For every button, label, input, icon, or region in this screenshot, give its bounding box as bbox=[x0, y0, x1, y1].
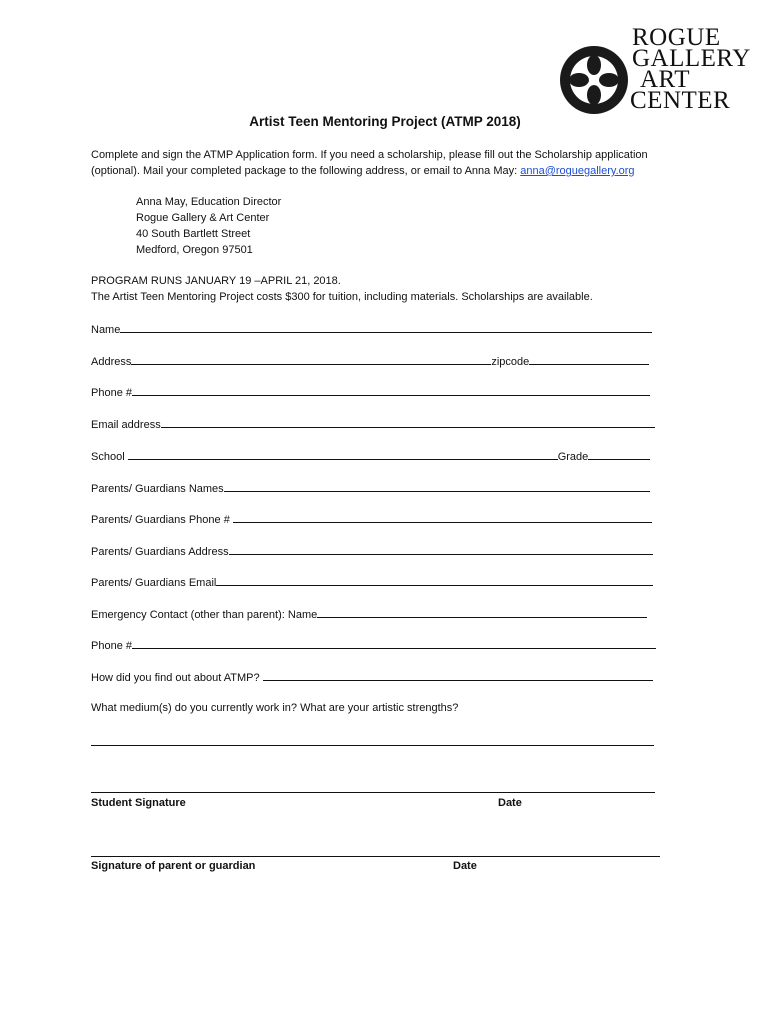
parents-email-input-line[interactable] bbox=[216, 575, 653, 586]
medium-answer-line[interactable] bbox=[91, 745, 654, 746]
name-label: Name bbox=[91, 324, 121, 336]
parents-phone-field[interactable] bbox=[91, 512, 652, 526]
rogue-gallery-logo bbox=[558, 24, 753, 119]
parents-phone-input-line[interactable] bbox=[233, 512, 652, 523]
emergency-phone-field[interactable] bbox=[91, 638, 656, 652]
school-field[interactable] bbox=[91, 449, 650, 463]
address-field[interactable] bbox=[91, 354, 649, 368]
parents-names-label: Parents/ Guardians Names bbox=[91, 483, 224, 495]
address-label: Address bbox=[91, 356, 132, 368]
parents-address-field[interactable] bbox=[91, 544, 653, 558]
program-cost: The Artist Teen Mentoring Project costs $300 for tuition, including materials. Scholarships are available. bbox=[91, 291, 593, 303]
emergency-contact-field[interactable] bbox=[91, 607, 647, 621]
school-label: School bbox=[91, 451, 128, 463]
logo-line-gallery: GALLERY bbox=[632, 45, 751, 72]
email-field[interactable] bbox=[91, 417, 655, 431]
logo-line-center: CENTER bbox=[630, 87, 731, 114]
email-link[interactable]: anna@roguegallery.org bbox=[520, 165, 635, 177]
page-title: Artist Teen Mentoring Project (ATMP 2018) bbox=[249, 114, 521, 129]
email-input-line[interactable] bbox=[161, 417, 655, 428]
grade-input-line[interactable] bbox=[588, 449, 650, 460]
address-street: 40 South Bartlett Street bbox=[136, 228, 251, 240]
program-runs: PROGRAM RUNS JANUARY 19 –APRIL 21, 2018. bbox=[91, 275, 341, 287]
parents-address-input-line[interactable] bbox=[229, 544, 653, 555]
parent-signature-label: Signature of parent or guardian bbox=[91, 860, 256, 872]
school-input-line[interactable] bbox=[128, 449, 558, 460]
parents-names-input-line[interactable] bbox=[224, 481, 650, 492]
emergency-phone-label: Phone # bbox=[91, 640, 132, 652]
logo-line-art: ART bbox=[640, 66, 690, 93]
student-signature-label: Student Signature bbox=[91, 797, 186, 809]
address-input-line[interactable] bbox=[131, 354, 491, 365]
phone-input-line[interactable] bbox=[132, 385, 650, 396]
address-contact-name: Anna May, Education Director bbox=[136, 196, 282, 208]
intro-line-1: Complete and sign the ATMP Application form. If you need a scholarship, please fill out the Scholarship application bbox=[91, 149, 648, 161]
parents-names-field[interactable] bbox=[91, 481, 650, 495]
parents-address-label: Parents/ Guardians Address bbox=[91, 546, 229, 558]
phone-label: Phone # bbox=[91, 387, 132, 399]
student-signature-line[interactable] bbox=[91, 792, 655, 793]
logo-wordmark bbox=[616, 24, 751, 114]
zipcode-input-line[interactable] bbox=[529, 354, 649, 365]
name-input-line[interactable] bbox=[120, 322, 652, 333]
address-org: Rogue Gallery & Art Center bbox=[136, 212, 270, 224]
name-field[interactable] bbox=[91, 322, 652, 336]
intro-line-2 bbox=[91, 163, 635, 179]
parent-date-label: Date bbox=[453, 860, 477, 872]
emergency-contact-input-line[interactable] bbox=[317, 607, 647, 618]
student-date-label: Date bbox=[498, 797, 522, 809]
emergency-contact-label: Emergency Contact (other than parent): Name bbox=[91, 609, 318, 621]
emergency-phone-input-line[interactable] bbox=[132, 638, 656, 649]
how-find-input-line[interactable] bbox=[263, 670, 653, 681]
address-city: Medford, Oregon 97501 bbox=[136, 244, 253, 256]
grade-label: Grade bbox=[557, 451, 589, 463]
intro-line-2-text: (optional). Mail your completed package to the following address, or email to Anna May: bbox=[91, 165, 521, 177]
how-find-label: How did you find out about ATMP? bbox=[91, 672, 263, 684]
parent-signature-line[interactable] bbox=[91, 856, 660, 857]
zipcode-label: zipcode bbox=[491, 356, 530, 368]
parents-email-field[interactable] bbox=[91, 575, 653, 589]
logo-line-rogue: ROGUE bbox=[632, 24, 721, 51]
medium-question: What medium(s) do you currently work in? What are your artistic strengths? bbox=[91, 702, 459, 714]
parents-phone-label: Parents/ Guardians Phone # bbox=[91, 514, 233, 526]
parents-email-label: Parents/ Guardians Email bbox=[91, 577, 217, 589]
phone-field[interactable] bbox=[91, 385, 650, 399]
how-find-field[interactable] bbox=[91, 670, 653, 684]
email-label: Email address bbox=[91, 419, 161, 431]
